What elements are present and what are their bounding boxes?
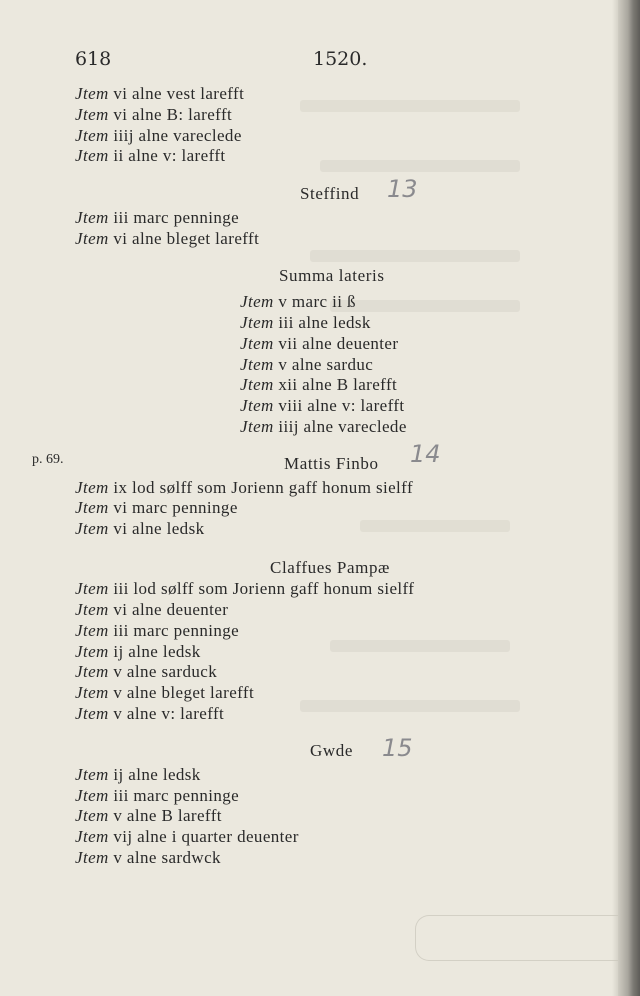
text-line: Jtem iii marc penninge (75, 786, 240, 805)
section-heading: Mattis Finbo (284, 454, 379, 473)
text-line: Jtem viii alne v: larefft (240, 396, 405, 415)
text-line: Jtem v alne B larefft (75, 806, 222, 825)
text-line: Jtem v alne sarduck (75, 662, 218, 681)
text-line: Jtem v alne sarduc (240, 355, 374, 374)
pencil-annotation: 14 (410, 440, 441, 468)
page-header (75, 48, 545, 72)
text-line: Jtem vi alne bleget larefft (75, 229, 260, 248)
text-line: Jtem ij alne ledsk (75, 642, 201, 661)
text-line: Jtem vi alne ledsk (75, 519, 205, 538)
text-line: Jtem iii marc penninge (75, 621, 240, 640)
text-line: Jtem iiij alne vareclede (75, 126, 242, 145)
margin-note: p. 69. (32, 452, 64, 467)
text-line: Jtem v marc ii ß (240, 292, 356, 311)
paper-fold-mark (415, 915, 626, 961)
text-line: Jtem ii alne v: larefft (75, 146, 226, 165)
text-line: Jtem xii alne B larefft (240, 375, 398, 394)
section-heading: Gwde (310, 741, 353, 760)
text-line: Jtem v alne v: larefft (75, 704, 225, 723)
text-line: Jtem v alne sardwck (75, 848, 221, 867)
text-line: Jtem vi alne vest larefft (75, 84, 245, 103)
text-line: Jtem vi alne B: larefft (75, 105, 233, 124)
pencil-annotation: 13 (387, 175, 418, 203)
text-line: Jtem v alne bleget larefft (75, 683, 255, 702)
text-line: Jtem iii lod sølff som Jorienn gaff honum sielff (75, 579, 415, 598)
section-heading: Claffues Pampæ (270, 558, 390, 577)
section-heading: Summa lateris (279, 266, 385, 285)
page-year: 1520. (313, 48, 368, 70)
text-line: Jtem iii alne ledsk (240, 313, 371, 332)
pencil-annotation: 15 (382, 734, 413, 762)
text-line: Jtem vii alne deuenter (240, 334, 399, 353)
text-line: Jtem iiij alne vareclede (240, 417, 407, 436)
book-spine-shadow (618, 0, 640, 996)
text-line: Jtem iii marc penninge (75, 208, 240, 227)
text-line: Jtem vij alne i quarter deuenter (75, 827, 299, 846)
page-number: 618 (75, 48, 112, 70)
text-line: Jtem ij alne ledsk (75, 765, 201, 784)
text-line: Jtem vi alne deuenter (75, 600, 229, 619)
text-line: Jtem vi marc penninge (75, 498, 238, 517)
section-heading: Steffind (300, 184, 360, 203)
text-line: Jtem ix lod sølff som Jorienn gaff honum sielff (75, 478, 413, 497)
